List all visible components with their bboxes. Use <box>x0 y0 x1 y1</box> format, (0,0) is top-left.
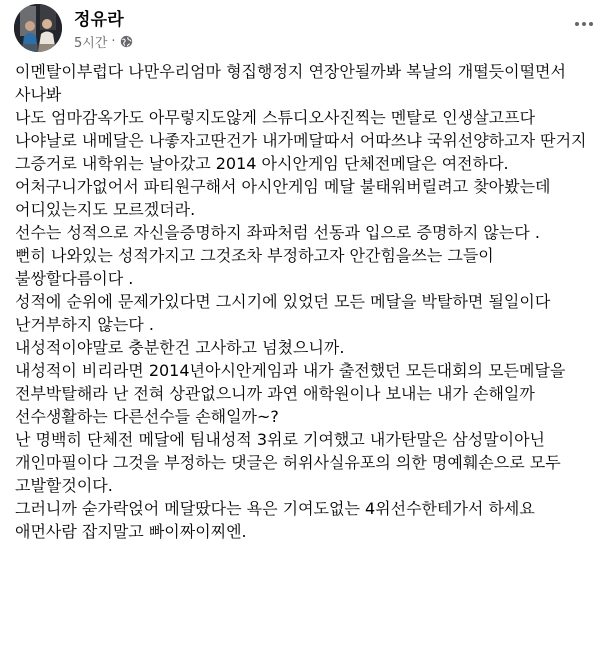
post-paragraph: 나야날로 내메달은 나좋자고딴건가 내가메달따서 어따쓰냐 국위선양하고자 딴거지 그증거로 내학위는 날아갔고 2014 아시안게임 단체전메달은 여전하다. <box>15 131 587 173</box>
post-paragraph: 그러니까 숟가락얹어 메달땄다는 욕은 기여도없는 4위선수한테가서 하세요 애먼사람 잡지말고 빠이짜이찌엔. <box>15 499 535 541</box>
post-paragraph: 내성적이야말로 충분한건 고사하고 넘쳤으니까. <box>15 338 345 357</box>
post-paragraph: 어처구니가없어서 파티원구해서 아시안게임 메달 불태워버릴려고 찾아봤는데 어디있는지도 모르겠더라. <box>15 177 551 219</box>
globe-icon[interactable] <box>120 35 133 48</box>
post-paragraph: 뻔히 나와있는 성적가지고 그것조차 부정하고자 안간힘을쓰는 그들이 불쌍할다름이다 . <box>15 246 494 288</box>
post-paragraph: 내성적이 비리라면 2014년아시안게임과 내가 출전했던 모든대회의 모든메달을 전부박탈해라 난 전혀 상관없으니까 과연 애학원이나 보내는 내가 손해일까 선수생활하는 다른선수들 손해일까~? <box>15 361 566 426</box>
meta-separator: · <box>111 34 116 49</box>
more-options-button[interactable] <box>570 14 598 34</box>
avatar[interactable] <box>14 4 62 52</box>
post-paragraph: 성적에 순위에 문제가있다면 그시기에 있었던 모든 메달을 박탈하면 될일이다 난거부하지 않는다 . <box>15 292 551 334</box>
post-paragraph: 나도 엄마감옥가도 아무렇지도않게 스튜디오사진찍는 멘탈로 인생살고프다 <box>15 108 536 127</box>
post-body <box>15 60 599 543</box>
post-paragraph: 선수는 성적으로 자신을증명하지 좌파처럼 선동과 입으로 증명하지 않는다 . <box>15 223 540 242</box>
post-paragraph: 이멘탈이부럽다 나만우리엄마 형집행정지 연장안될까봐 복날의 개떨듯이떨면서 사나봐 <box>15 62 566 104</box>
profile-photo-icon <box>14 4 62 52</box>
more-options-icon <box>575 22 579 26</box>
author-name[interactable]: 정유라 <box>74 10 124 30</box>
post-timestamp[interactable]: 5시간 <box>74 36 108 51</box>
post-meta <box>74 32 133 51</box>
post-paragraph: 난 명백히 단체전 메달에 팀내성적 3위로 기여했고 내가탄말은 삼성말이아닌 개인마필이다 그것을 부정하는 댓글은 허위사실유포의 의한 명예훼손으로 모두 고발할것이다. <box>15 430 561 495</box>
post-header <box>14 4 600 52</box>
